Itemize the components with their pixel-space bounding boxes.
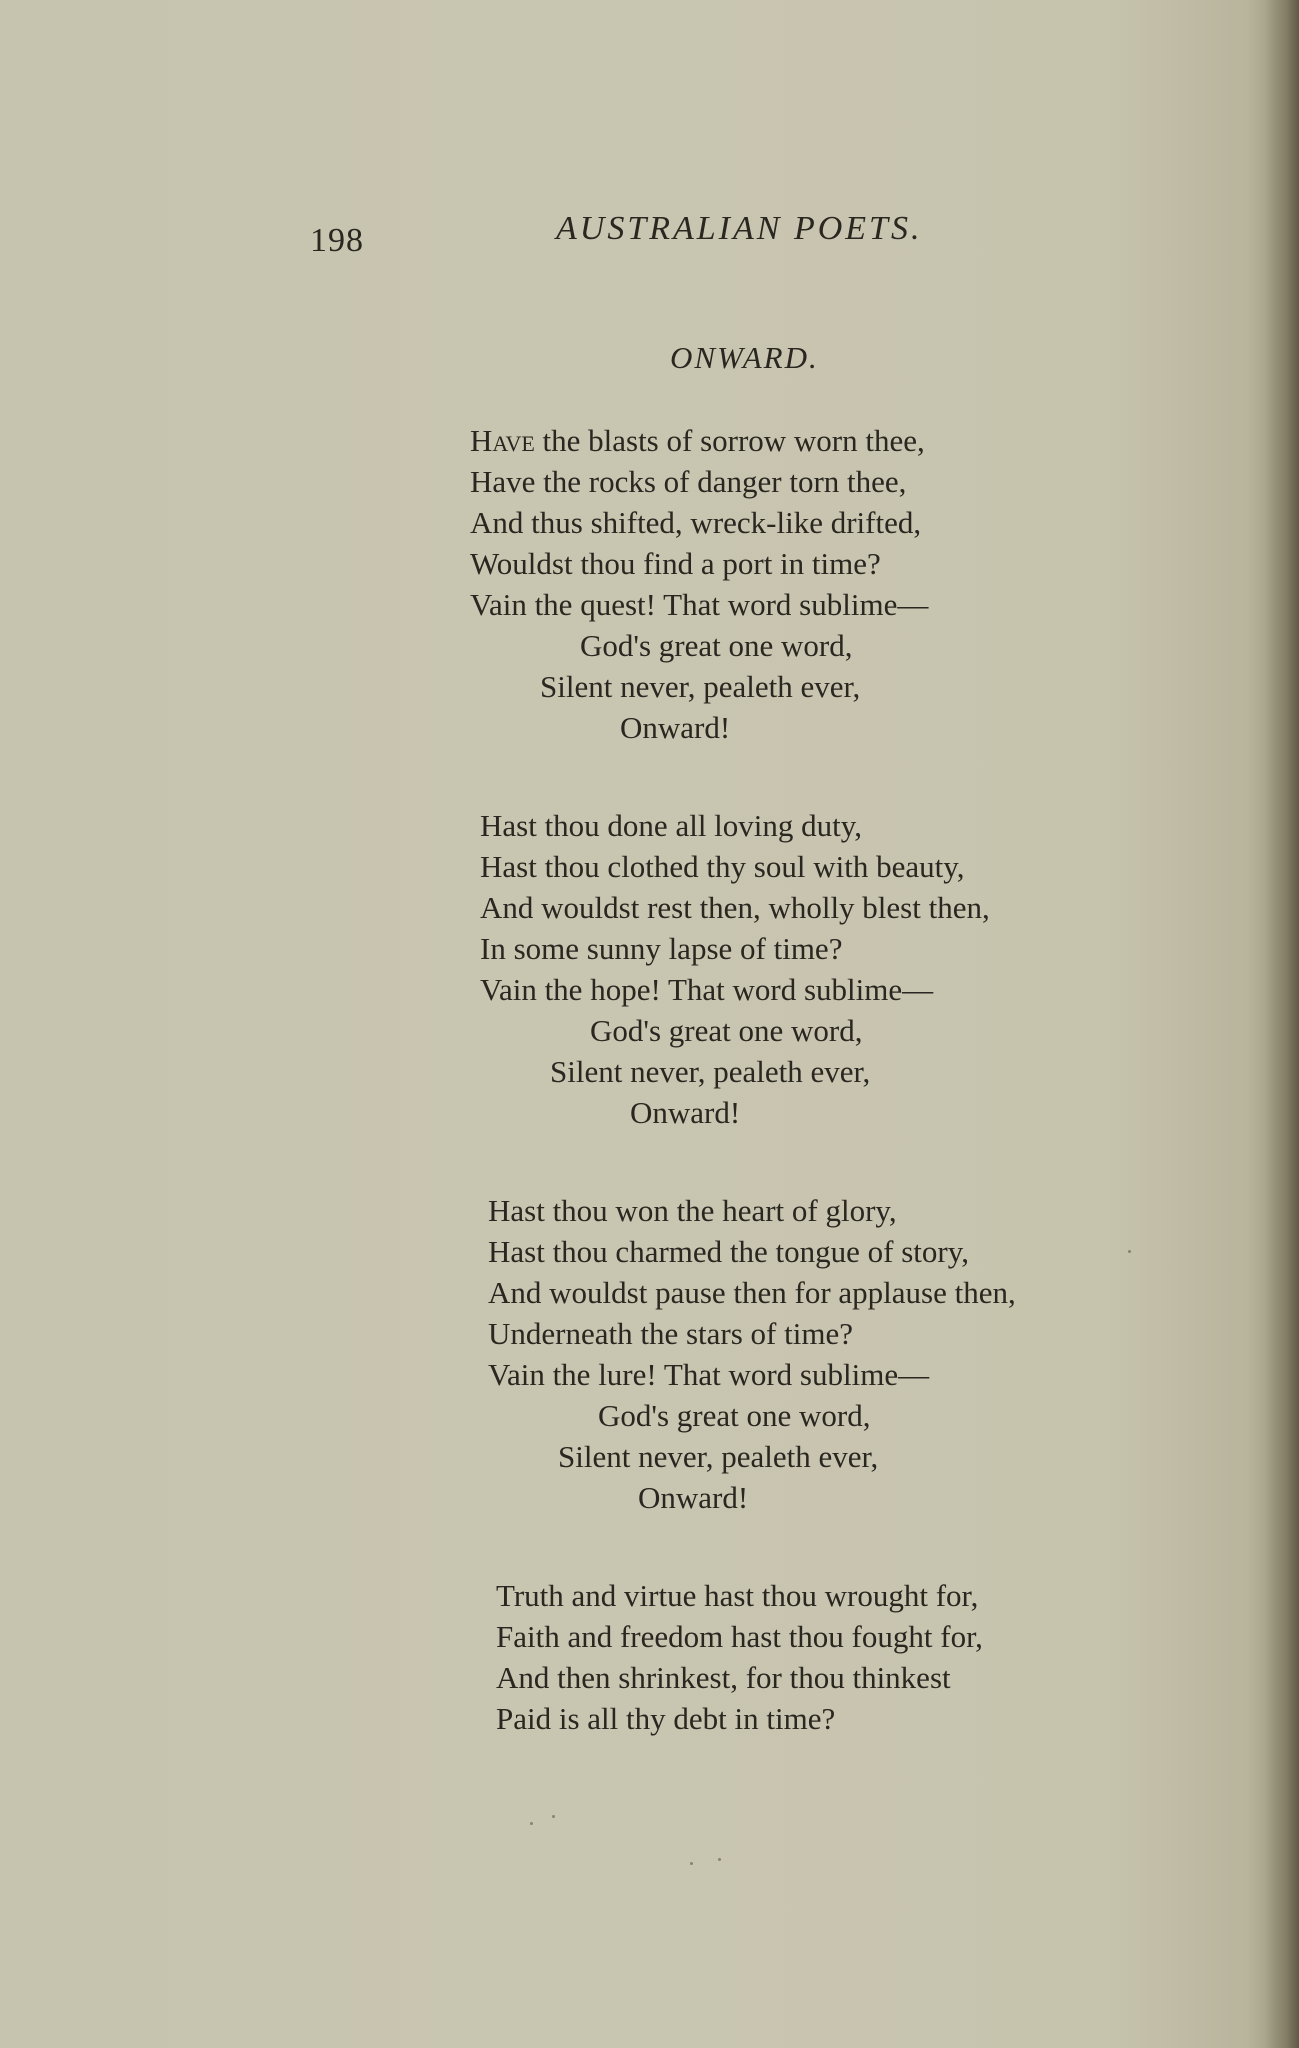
paper-speck — [718, 1858, 721, 1861]
running-head: AUSTRALIAN POETS. — [556, 210, 923, 247]
page-number: 198 — [310, 222, 364, 259]
stanza-3 — [488, 1190, 1208, 1518]
page-edge-shadow — [1265, 0, 1299, 2048]
poem-line: Have the rocks of danger torn thee, — [470, 464, 907, 499]
poem-title: ONWARD. — [670, 340, 819, 375]
paper-speck — [530, 1822, 533, 1825]
refrain-line: Silent never, pealeth ever, — [550, 1054, 871, 1089]
poem-line: Hast thou charmed the tongue of story, — [488, 1234, 969, 1269]
poem-line: Hast thou clothed thy soul with beauty, — [480, 849, 965, 884]
refrain-line: Onward! — [630, 1095, 741, 1130]
poem-line: Vain the hope! That word sublime— — [480, 972, 934, 1007]
poem-line: And then shrinkest, for thou thinkest — [496, 1660, 951, 1695]
poem-line: Faith and freedom hast thou fought for, — [496, 1619, 983, 1654]
refrain-line: God's great one word, — [598, 1398, 871, 1433]
refrain-line: Onward! — [638, 1480, 749, 1515]
stanza-2 — [480, 805, 1200, 1133]
stanza-1 — [470, 420, 1190, 748]
paper-speck — [1128, 1250, 1131, 1253]
paper-speck — [690, 1862, 693, 1865]
refrain-line: Silent never, pealeth ever, — [540, 669, 861, 704]
poem-line-text: the blasts of sorrow worn thee, — [542, 423, 925, 458]
refrain-line: Silent never, pealeth ever, — [558, 1439, 879, 1474]
poem-line: Wouldst thou find a port in time? — [470, 546, 881, 581]
opening-word: Have — [470, 423, 535, 458]
paper-speck — [552, 1815, 555, 1818]
refrain-line: Onward! — [620, 710, 731, 745]
poem-line: Truth and virtue hast thou wrought for, — [496, 1578, 979, 1613]
poem-line: In some sunny lapse of time? — [480, 931, 843, 966]
poem-line: Paid is all thy debt in time? — [496, 1701, 836, 1736]
poem-line — [470, 420, 1190, 461]
poem-line: And wouldst pause then for applause then, — [488, 1275, 1016, 1310]
stanza-4 — [496, 1575, 1216, 1739]
poem-line: And wouldst rest then, wholly blest then, — [480, 890, 990, 925]
poem-line: And thus shifted, wreck-like drifted, — [470, 505, 922, 540]
poem-line: Underneath the stars of time? — [488, 1316, 853, 1351]
refrain-line: God's great one word, — [580, 628, 853, 663]
poem-line: Vain the lure! That word sublime— — [488, 1357, 930, 1392]
refrain-line: God's great one word, — [590, 1013, 863, 1048]
poem-line: Hast thou done all loving duty, — [480, 808, 863, 843]
poem-line: Hast thou won the heart of glory, — [488, 1193, 897, 1228]
poem-line: Vain the quest! That word sublime— — [470, 587, 929, 622]
